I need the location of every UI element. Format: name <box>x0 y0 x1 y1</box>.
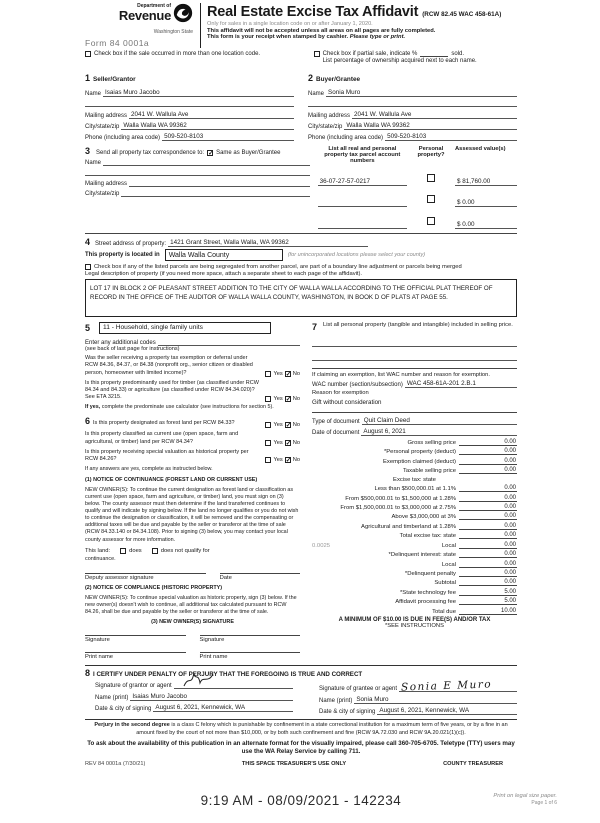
grantor-date-field[interactable]: August 6, 2021, Kennewick, WA <box>153 704 293 712</box>
buyer-mailing-field[interactable]: 2041 W. Wallula Ave <box>352 111 517 119</box>
tier4-value[interactable]: 0.00 <box>459 513 517 520</box>
assessed-value-field[interactable]: $ 0.00 <box>455 221 517 229</box>
total-due-value[interactable]: 10.00 <box>459 608 517 615</box>
compliance-title: (2) NOTICE OF COMPLIANCE (HISTORIC PROPERTY) <box>85 585 223 592</box>
section-seller <box>85 68 294 141</box>
date-label: Date <box>219 575 232 582</box>
section-4-number: 4 <box>85 236 91 247</box>
buyer-phone-label: Phone (including area code) <box>308 134 384 141</box>
certify-statement: I CERTIFY UNDER PENALTY OF PERJURY THAT THE FOREGOING IS TRUE AND CORRECT <box>93 671 363 679</box>
section-1-number: 1 <box>85 73 91 83</box>
personal-property-deduct-label: *Personal property (deduct) <box>383 449 456 456</box>
type-of-document-label: Type of document <box>312 419 360 426</box>
wac-number-field[interactable]: WAC 458-61A-201 2.B.1 <box>405 380 517 388</box>
rcw-reference: (RCW 82.45 WAC 458-61A) <box>422 11 502 18</box>
q2-no-checkbox[interactable]: ✓ <box>285 395 292 403</box>
no-label: No <box>292 457 300 464</box>
buyer-name-field[interactable]: Sonia Muro <box>326 89 517 97</box>
excise-tax-state-header: Excise tax: state <box>393 476 436 483</box>
does-not-checkbox[interactable] <box>152 548 158 554</box>
ownership-percentage-note: List percentage of ownership acquired next to each name. <box>322 58 477 64</box>
additional-codes-label: Enter any additional codes <box>85 339 156 346</box>
q3-no-checkbox[interactable]: ✓ <box>285 421 292 429</box>
partial-sale-checkbox[interactable] <box>314 51 320 57</box>
continuance-body: NEW OWNER(S): To continue the current designation as forest land or classification as current use (open space, farm and agriculture, or timber) land, you must sign on (3) below. The county assessor must then determine if the land transferred continues to qualify and will indicate by signing below. If the land no longer qualifies or you do not wish to continue the designation or classification, it will be removed and the compensating or additional taxes will be due and payable by the seller or transferor at the time of sale (RCW 84.33.140 or 84.34.108). Prior to signing (3) below, you may contact your local county assessor for more information. <box>85 486 299 543</box>
multi-location-checkbox[interactable] <box>85 51 91 57</box>
sold-label: sold. <box>451 51 465 57</box>
dor-logo <box>85 3 193 48</box>
perjury-rest: is a class C felony which is punishable by confinement in a state correctional institution for a maximum term of five years, or by a fine in an amount fixed by the court of not more than $10,000, or by both such confinement and fine (RCW 9A.72.030 and RCW 9A.20.021(1)(c)). <box>136 722 508 736</box>
local-excise-label: Local <box>441 542 456 549</box>
assessed-value-header: Assessed value(s) <box>455 145 506 152</box>
percent-sold-field[interactable] <box>420 51 448 57</box>
section-2-number: 2 <box>308 73 314 83</box>
seller-phone-label: Phone (including area code) <box>85 134 161 141</box>
grantee-signature-handwriting: Sonia E Muro <box>400 678 493 695</box>
minimum-due-note: A MINIMUM OF $10.00 IS DUE IN FEE(S) AND/OR TAX <box>338 617 491 624</box>
parcel-row <box>318 189 517 207</box>
same-as-buyer-label: Same as Buyer/Grantee <box>216 149 281 156</box>
q5-no-checkbox[interactable]: ✓ <box>285 457 292 465</box>
grantee-signature-field[interactable] <box>399 678 517 695</box>
q4-no-checkbox[interactable]: ✓ <box>285 439 292 447</box>
section-correspondence <box>85 146 310 229</box>
reason-for-exemption-value[interactable]: Gift without consideration <box>312 399 382 407</box>
wac-number-label: WAC number (section/subsection) <box>312 382 403 389</box>
corr-name-field[interactable] <box>103 159 310 166</box>
yes-label: Yes <box>273 421 283 428</box>
total-excise-state-value[interactable]: 0.00 <box>459 532 517 539</box>
section6-note: If any answers are yes, complete as instructed below. <box>85 465 213 472</box>
rev-number: REV 84 0001a (7/30/21) <box>85 761 146 768</box>
compliance-body: NEW OWNER(S): To continue special valuation as historic property, sign (3) below. If the new owner(s) doesn't wish to continue, all additional tax calculated pursuant to RCW 84.26, shall be due and payable by the seller or transferor at the time of sale. <box>85 594 297 616</box>
personal-property-checkbox[interactable] <box>427 195 435 203</box>
tier3-value[interactable]: 0.00 <box>459 504 517 511</box>
seller-name2-field[interactable] <box>85 100 294 107</box>
owner-signature-field-1[interactable] <box>85 635 186 643</box>
section-6-number: 6 <box>85 416 91 427</box>
does-checkbox[interactable] <box>120 548 126 554</box>
yes-label: Yes <box>273 439 283 446</box>
buyer-name2-field[interactable] <box>308 100 517 107</box>
deputy-assessor-signature-field[interactable] <box>85 573 206 581</box>
total-due-label: Total due <box>432 608 456 615</box>
county-treasurer-label: COUNTY TREASURER <box>443 761 503 768</box>
taxable-selling-price-label: Taxable selling price <box>402 468 456 475</box>
question-timber-agriculture: Is this property predominantly used for timber (as classified under RCW 84.34 and 84.33) or agriculture (as classified under RCW 84.34.020)? See ETA 3215. <box>85 380 259 401</box>
tier4-label: Above $3,000,000 at 3% <box>391 514 456 521</box>
tier1-label: Less than $500,000.01 at 1.1% <box>374 486 456 493</box>
q1-yes-checkbox[interactable] <box>265 371 271 377</box>
local-rate: 0.0025 <box>312 542 331 549</box>
owner-printname-field-2[interactable] <box>200 652 301 660</box>
section-3-number: 3 <box>85 145 91 156</box>
delinquent-interest-state-label: *Delinquent interest: state <box>388 552 456 559</box>
grantor-name-label: Name (print) <box>95 694 129 701</box>
grantor-signature-label: Signature of grantor or agent <box>95 683 172 690</box>
section-buyer <box>308 68 517 141</box>
no-label: No <box>292 370 300 377</box>
section-use-code <box>85 322 300 334</box>
delinquent-penalty-label: *Delinquent penalty <box>404 571 456 578</box>
new-owners-signature-title: (3) NEW OWNER(S) SIGNATURE <box>151 619 234 626</box>
corr-mailing-field[interactable] <box>129 180 310 187</box>
parcel-row <box>318 211 517 229</box>
agricultural-timberland-value[interactable]: 0.00 <box>459 523 517 530</box>
no-label: No <box>292 439 300 446</box>
corr-city-label: City/state/zip <box>85 190 120 197</box>
county-hint: (for unincorporated locations please select your county) <box>287 252 426 259</box>
print-legal-size-note: Print on legal size paper. <box>493 793 557 800</box>
personal-property-line-2[interactable] <box>312 354 517 361</box>
page-indicator: Page 1 of 6 <box>531 800 557 807</box>
revenue-label: Revenue <box>118 8 171 23</box>
gross-selling-price-label: Gross selling price <box>407 439 456 446</box>
note-completed: This affidavit will not be accepted unless all areas on all pages are fully completed. <box>207 27 436 34</box>
street-address-label: Street address of property: <box>95 240 167 247</box>
print-name-label: Print name <box>85 654 114 661</box>
accessibility-notice: To ask about the availability of this publication in an alternate format for the visually impaired, please call 360-705-6705. Teletype (TTY) users may use the WA Relay Service by calling 711. <box>87 739 515 756</box>
personal-property-checkbox[interactable] <box>427 174 435 182</box>
affidavit-page <box>0 3 600 809</box>
grantee-name-field[interactable]: Sonia Muro <box>354 696 517 704</box>
dept-of-label: Department of <box>137 3 171 9</box>
form-footer <box>85 761 517 767</box>
street-address-field[interactable]: 1421 Grant Street, Walla Walla, WA 99362 <box>168 239 368 247</box>
does-not-label: does not qualify for <box>160 547 210 554</box>
question-forest-land: Is this property designated as forest land per RCW 84.33? <box>93 420 235 427</box>
personal-property-list-label: List all personal property (tangible and intangible) included in selling price. <box>323 321 513 328</box>
reason-for-exemption-label: Reason for exemption <box>312 389 369 396</box>
question-exemption-deferral: Was the seller receiving a property tax exemption or deferral under RCW 84.36, 84.37, or 84.38 (nonprofit org., senior citizen or disabled person, homeowner with limited income)? <box>85 355 253 376</box>
q5-yes-checkbox[interactable] <box>265 457 271 463</box>
question-historic-property: Is this property receiving special valuation as historical property per RCW 84.26? <box>85 449 249 463</box>
owner-printname-field-1[interactable] <box>85 652 186 660</box>
affidavit-processing-fee-label: Affidavit processing fee <box>395 599 456 606</box>
no-label: No <box>292 395 300 402</box>
parcel-row <box>318 168 517 186</box>
signature-label: Signature <box>199 637 225 644</box>
parcel-table <box>318 146 517 229</box>
exemption-note: If claiming an exemption, list WAC number and reason for exemption. <box>312 371 490 378</box>
dor-swirl-icon <box>173 3 193 28</box>
subtitle: Only for sales in a single location code on or after January 1, 2020. <box>207 21 373 27</box>
date-of-document-field[interactable]: August 6, 2021 <box>361 428 517 436</box>
seller-city-field[interactable]: Walla Walla WA 99362 <box>121 122 294 130</box>
continuance-label: continuance. <box>85 556 116 563</box>
legal-description-label: Legal description of property (if you need more space, attach a separate sheet to each page of the affidavit). <box>85 271 363 278</box>
assessed-value-field[interactable]: $ 0.00 <box>455 199 517 207</box>
state-technology-fee-label: *State technology fee <box>399 589 456 596</box>
if-yes-rest: complete the predominate use calculator (see instructions for section 5). <box>100 404 274 411</box>
agricultural-timberland-label: Agricultural and timberland at 1.28% <box>361 523 456 530</box>
buyer-city-label: City/state/zip <box>308 123 343 130</box>
tier2-label: From $500,000.01 to $1,500,000 at 1.28% <box>345 495 456 502</box>
legal-description-field[interactable]: LOT 17 IN BLOCK 2 OF PLEASANT STREET ADDITION TO THE CITY OF WALLA WALLA ACCORDING TO THE OFFICIAL PLAT THEREOF OF RECORD IN THE OFFICE OF THE AUDITOR OF WALLA WALLA COUNTY, WASHINGTON, IN BOOK D OF PLATS AT PAGE 55. <box>85 279 517 317</box>
seller-heading: Seller/Grantor <box>93 76 136 83</box>
note-type-or-print: Please type or print. <box>349 34 406 40</box>
section-5-number: 5 <box>85 322 91 333</box>
yes-label: Yes <box>273 370 283 377</box>
subtotal-label: Subtotal <box>434 580 456 587</box>
see-instructions-note: *SEE INSTRUCTIONS <box>385 623 444 630</box>
note-receipt: This form is your receipt when stamped by cashier. <box>207 34 350 40</box>
subtotal-value[interactable]: 0.00 <box>459 579 517 586</box>
no-label: No <box>292 421 300 428</box>
parcel-numbers-header: List all real and personal property tax parcel account numbers <box>324 145 401 164</box>
tier2-value[interactable]: 0.00 <box>459 495 517 502</box>
header-divider <box>200 3 201 48</box>
q3-yes-checkbox[interactable] <box>265 422 271 428</box>
buyer-city-field[interactable]: Walla Walla WA 99362 <box>344 122 517 130</box>
parcel-number-field[interactable] <box>318 222 407 229</box>
tier3-label: From $1,500,000.01 to $3,000,000 at 2.75% <box>340 504 456 511</box>
grantee-date-label: Date & city of signing <box>319 708 376 715</box>
section-property <box>85 233 517 317</box>
section-7-number: 7 <box>312 321 318 332</box>
segregated-checkbox[interactable] <box>85 264 91 270</box>
delinquent-penalty-value[interactable]: 0.00 <box>459 570 517 577</box>
deputy-date-field[interactable] <box>220 573 300 581</box>
buyer-name-label: Name <box>308 91 325 98</box>
located-in-label: This property is located in <box>85 252 160 259</box>
delinquent-interest-local-label: Local <box>441 561 456 568</box>
exemption-claimed-value[interactable]: 0.00 <box>459 458 517 465</box>
county-select[interactable]: Walla Walla County <box>165 249 283 261</box>
state-technology-fee-value[interactable]: 5.00 <box>459 589 517 596</box>
grantor-signature-scribble <box>182 671 222 689</box>
section-certify <box>85 665 517 714</box>
timestamp-stamp: 9:19 AM - 08/09/2021 - 142234 <box>200 793 402 809</box>
personal-property-line-1[interactable] <box>312 340 517 347</box>
grantor-signature-field[interactable] <box>174 682 293 689</box>
local-excise-value[interactable]: 0.00 <box>459 542 517 549</box>
personal-property-checkbox[interactable] <box>427 217 435 225</box>
buyer-phone-field[interactable]: 509-520-8103 <box>385 133 517 141</box>
does-label: does <box>129 547 142 554</box>
page-title: Real Estate Excise Tax Affidavit <box>207 4 419 20</box>
signature-label: Signature <box>85 637 110 644</box>
exemption-claimed-label: Exemption claimed (deduct) <box>382 458 456 465</box>
type-of-document-field[interactable]: Quit Claim Deed <box>362 417 517 425</box>
grantee-name-label: Name (print) <box>319 697 353 704</box>
partial-sale-label: Check box if partial sale, indicate % <box>322 51 418 57</box>
yes-label: Yes <box>273 395 283 402</box>
multi-location-label: Check box if the sale occurred in more than one location code. <box>94 51 261 57</box>
same-as-buyer-checkbox[interactable]: ✓ <box>208 149 214 157</box>
this-land-label: This land: <box>85 547 111 554</box>
seller-name-field[interactable]: Isaias Muro Jacobo <box>103 89 294 97</box>
additional-codes-hint: (see back of last page for instructions) <box>85 345 180 352</box>
parcel-number-field[interactable]: 36-07-27-57-0217 <box>318 178 407 186</box>
corr-name2-field[interactable] <box>85 169 310 176</box>
if-yes-bold: If yes, <box>85 404 101 411</box>
treasurer-space-label: THIS SPACE TREASURER'S USE ONLY <box>241 761 347 768</box>
form-number: Form 84 0001a <box>85 38 150 48</box>
date-of-document-label: Date of document <box>312 430 360 437</box>
buyer-heading: Buyer/Grantee <box>316 76 361 83</box>
deputy-assessor-label: Deputy assessor signature <box>85 575 154 582</box>
section-8-number: 8 <box>85 668 91 679</box>
affidavit-processing-fee-value[interactable]: 5.00 <box>459 598 517 605</box>
print-name-label: Print name <box>199 654 228 661</box>
delinquent-interest-local-value[interactable]: 0.00 <box>459 561 517 568</box>
perjury-notice <box>85 719 517 737</box>
assessed-value-field[interactable]: $ 81,760.00 <box>455 178 517 186</box>
seller-mailing-field[interactable]: 2041 W. Wallula Ave <box>129 111 294 119</box>
land-use-code-select[interactable]: 11 - Household, single family units <box>99 322 271 334</box>
question-current-use: Is this property classified as current use (open space, farm and agricultural, or timber) land per RCW 84.34? <box>85 431 239 445</box>
seller-name-label: Name <box>85 91 102 98</box>
corr-name-label: Name <box>85 160 102 167</box>
q2-yes-checkbox[interactable] <box>265 396 271 402</box>
personal-property-header: Personal property? <box>417 145 445 158</box>
yes-label: Yes <box>273 457 283 464</box>
parcel-number-field[interactable] <box>318 200 407 207</box>
seller-mailing-label: Mailing address <box>85 112 128 119</box>
corr-mailing-label: Mailing address <box>85 180 128 187</box>
additional-codes-field[interactable] <box>158 339 300 346</box>
tier1-value[interactable]: 0.00 <box>459 485 517 492</box>
q1-no-checkbox[interactable]: ✓ <box>285 370 292 378</box>
washington-state-label: Washington State <box>153 29 193 35</box>
segregated-label: Check box if any of the listed parcels are being segregated from another parcel, are part of a boundary line adjustment or parcels being merged <box>94 263 462 270</box>
buyer-mailing-label: Mailing address <box>308 112 351 119</box>
taxable-selling-price-value[interactable]: 0.00 <box>459 467 517 474</box>
gross-selling-price-value[interactable]: 0.00 <box>459 439 517 446</box>
total-excise-state-label: Total excise tax: state <box>399 533 456 540</box>
delinquent-interest-state-value[interactable]: 0.00 <box>459 551 517 558</box>
form-header <box>85 3 517 48</box>
continuance-title: (1) NOTICE OF CONTINUANCE (FOREST LAND OR CURRENT USE) <box>85 477 258 484</box>
grantor-name-field[interactable]: Isaias Muro Jacobo <box>130 693 293 701</box>
seller-phone-field[interactable]: 509-520-8103 <box>162 133 294 141</box>
personal-property-deduct-value[interactable]: 0.00 <box>459 448 517 455</box>
corr-city-field[interactable] <box>121 190 309 197</box>
correspondence-label: Send all property tax correspondence to: <box>96 149 205 156</box>
grantee-date-field[interactable]: August 6, 2021, Kennewick, WA <box>377 707 517 715</box>
grantee-signature-label: Signature of grantee or agent <box>319 686 398 693</box>
owner-signature-field-2[interactable] <box>200 635 301 643</box>
perjury-bold: Perjury in the second degree <box>94 722 170 729</box>
seller-city-label: City/state/zip <box>85 123 120 130</box>
grantor-date-label: Date & city of signing <box>95 705 152 712</box>
q4-yes-checkbox[interactable] <box>265 440 271 446</box>
